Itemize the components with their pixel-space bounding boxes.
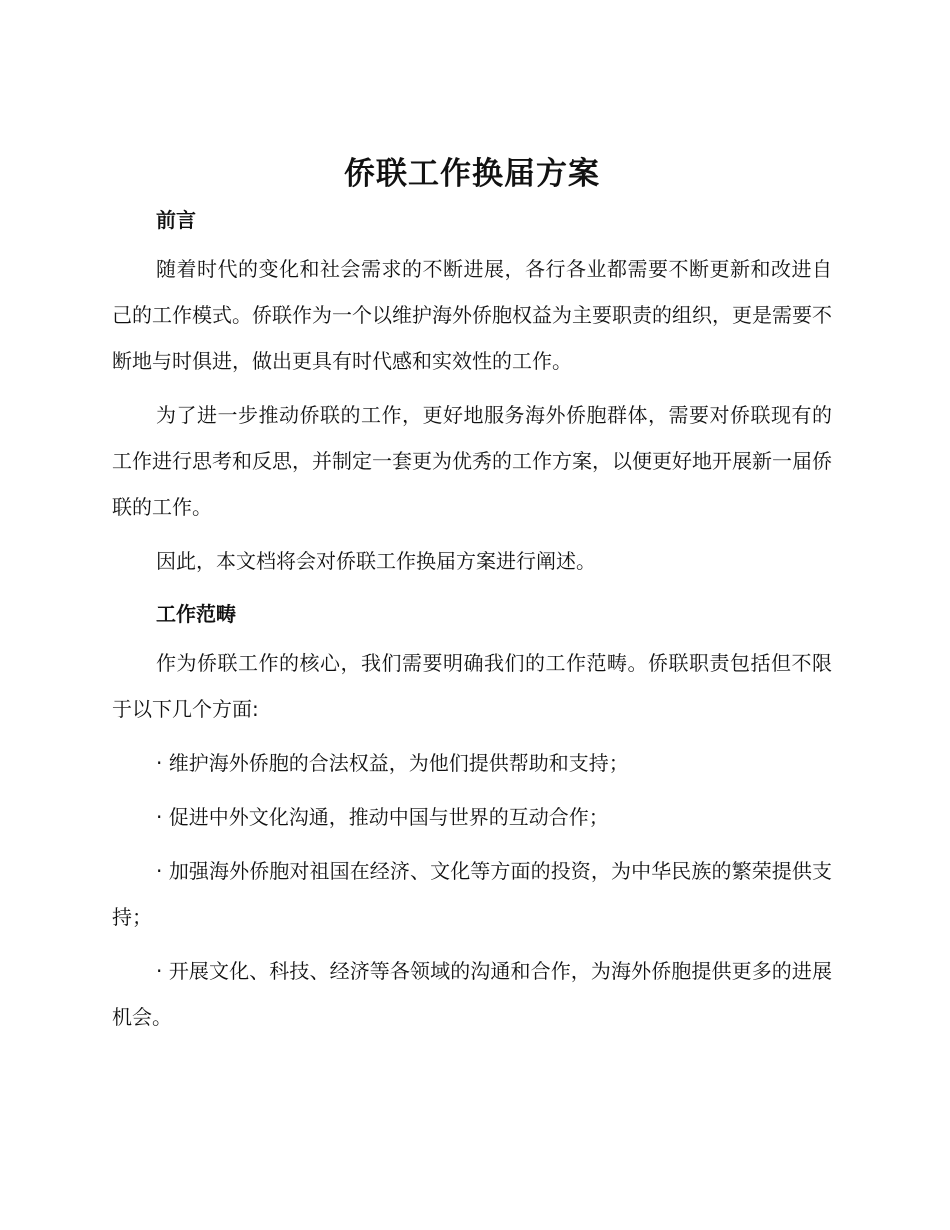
paragraph: 作为侨联工作的核心，我们需要明确我们的工作范畴。侨联职责包括但不限于以下几个方面:: [112, 651, 832, 721]
bullet-item: · 促进中外文化沟通，推动中国与世界的互动合作；: [156, 805, 609, 829]
bullet-item: · 开展文化、科技、经济等各领域的沟通和合作，为海外侨胞提供更多的进展机会。: [112, 959, 832, 1029]
section-heading-scope: 工作范畴: [156, 602, 236, 626]
section-heading-preface: 前言: [156, 208, 196, 232]
paragraph: 随着时代的变化和社会需求的不断进展，各行各业都需要不断更新和改进自己的工作模式。侨联作为一个以维护海外侨胞权益为主要职责的组织，更是需要不断地与时俱进，做出更具有时代感和实效性的工作。: [112, 257, 832, 373]
document-page: [112, 148, 832, 1040]
paragraph: 因此，本文档将会对侨联工作换届方案进行阐述。: [156, 549, 596, 573]
document-title: 侨联工作换届方案: [344, 156, 600, 192]
bullet-item: · 维护海外侨胞的合法权益，为他们提供帮助和支持；: [156, 751, 629, 775]
bullet-item: · 加强海外侨胞对祖国在经济、文化等方面的投资，为中华民族的繁荣提供支持；: [112, 859, 832, 929]
paragraph: 为了进一步推动侨联的工作，更好地服务海外侨胞群体，需要对侨联现有的工作进行思考和反思，并制定一套更为优秀的工作方案，以便更好地开展新一届侨联的工作。: [112, 403, 832, 519]
